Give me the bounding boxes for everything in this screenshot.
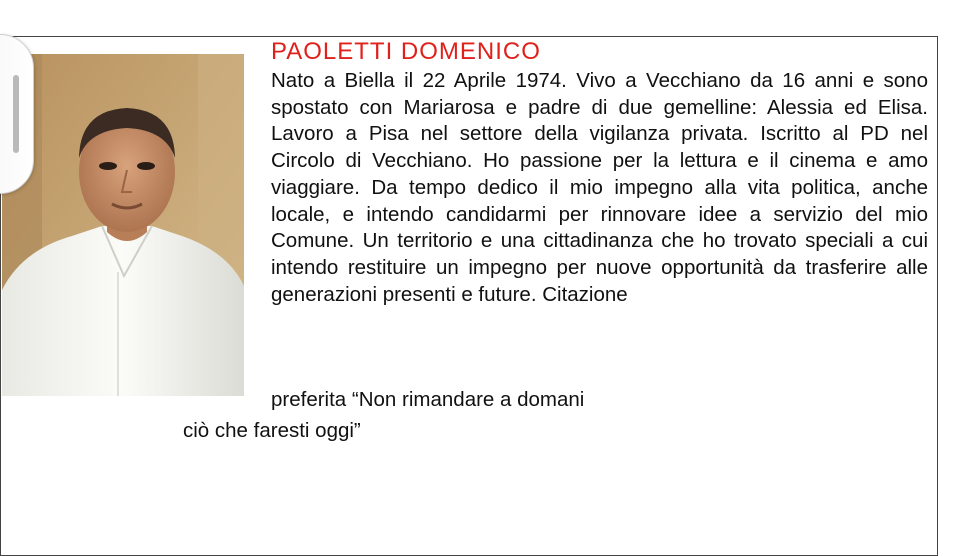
favorite-quote-intro: preferita “Non rimandare a domani xyxy=(271,388,585,411)
biography-text: Nato a Biella il 22 Aprile 1974. Vivo a Vecchiano da 16 anni e sono spostato con Mariarosa e padre di due gemelline: Alessia ed Elisa. Lavoro a Pisa nel settore della vigilanza privata. Iscritto al PD nel Circolo di Vecchiano. Ho passione per la lettura e il cinema e amo viaggiare. Da tempo dedico il mio impegno alla vita politica, anche locale, e intendo candidarmi per rinnovare idee a servizio del mio Comune. Un territorio e una cittadinanza che ho trovato speciali a cui intendo restituire un impegno per nuove opportunità da trasferire alle generazioni presenti e future. Citazione xyxy=(271,69,928,306)
favorite-quote-end: ciò che faresti oggi” xyxy=(183,419,361,442)
portrait-photo xyxy=(2,54,244,396)
person-name: PAOLETTI DOMENICO xyxy=(271,38,541,65)
page-turn-tab[interactable] xyxy=(0,34,34,194)
tab-grip-handle[interactable] xyxy=(13,75,19,153)
